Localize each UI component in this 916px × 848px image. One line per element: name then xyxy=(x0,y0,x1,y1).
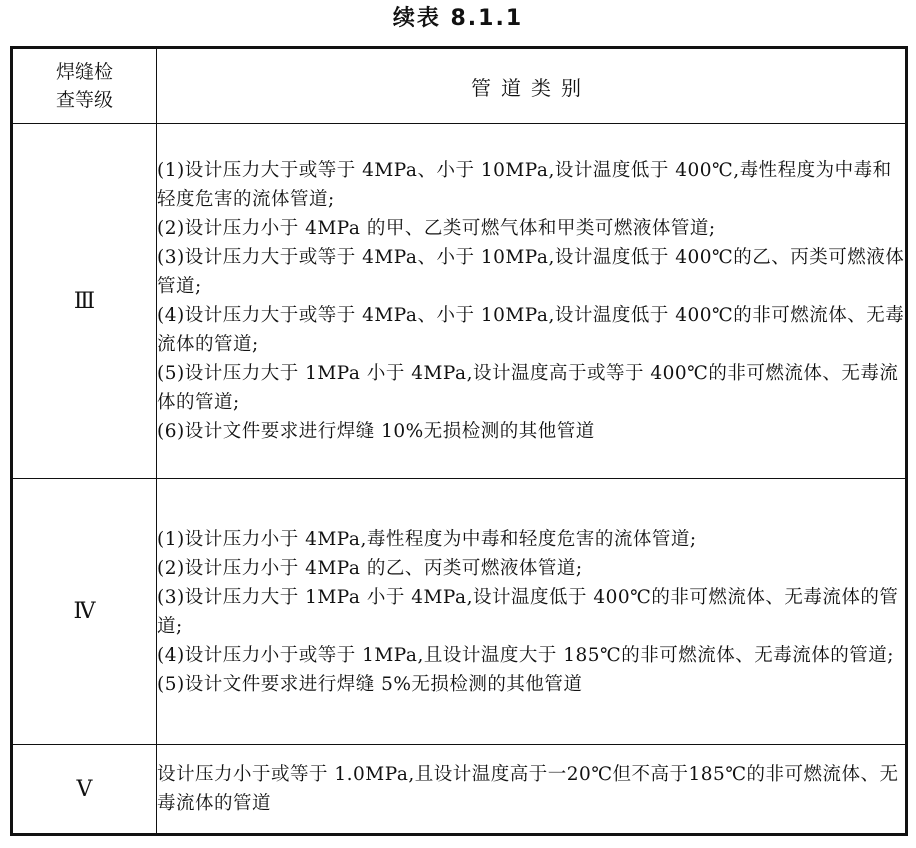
category-item: (5)设计压力大于 1MPa 小于 4MPa,设计温度高于或等于 400℃的非可燃流体、无毒流体的管道; xyxy=(157,363,899,413)
category-item: 设计压力小于或等于 1.0MPa,且设计温度高于一20℃但不高于185℃的非可燃流体、无毒流体的管道 xyxy=(157,764,899,814)
table-row-grade-3 xyxy=(12,124,907,479)
category-item: (4)设计压力大于或等于 4MPa、小于 10MPa,设计温度低于 400℃的非可燃流体、无毒流体的管道; xyxy=(157,305,905,355)
category-item: (2)设计压力小于 4MPa 的甲、乙类可燃气体和甲类可燃液体管道; xyxy=(157,218,716,239)
grade-cell: Ⅲ xyxy=(12,124,157,479)
category-cell xyxy=(157,479,907,745)
category-item: (1)设计压力大于或等于 4MPa、小于 10MPa,设计温度低于 400℃,毒性程度为中毒和轻度危害的流体管道; xyxy=(157,160,892,210)
category-item: (2)设计压力小于 4MPa 的乙、丙类可燃液体管道; xyxy=(157,557,583,579)
table-row-grade-5 xyxy=(12,745,907,835)
category-item: (4)设计压力小于或等于 1MPa,且设计温度大于 185℃的非可燃流体、无毒流体的管道; xyxy=(157,644,894,666)
pipeline-inspection-table xyxy=(10,46,908,836)
table-title: 续表 8.1.1 xyxy=(392,6,524,31)
header-weld-inspection-grade xyxy=(12,48,157,124)
grade-cell: Ⅴ xyxy=(12,745,157,835)
category-item: (1)设计压力小于 4MPa,毒性程度为中毒和轻度危害的流体管道; xyxy=(157,528,697,550)
category-item: (3)设计压力大于 1MPa 小于 4MPa,设计温度低于 400℃的非可燃流体、无毒流体的管道; xyxy=(157,586,899,637)
table-header-row xyxy=(12,48,907,124)
category-item: (6)设计文件要求进行焊缝 10%无损检测的其他管道 xyxy=(157,421,595,442)
header-grade-line-1: 焊缝检 xyxy=(55,61,113,83)
grade-cell: Ⅳ xyxy=(12,479,157,745)
header-grade-line-2: 查等级 xyxy=(55,89,113,111)
header-pipeline-category: 管道类别 xyxy=(157,48,907,124)
category-cell xyxy=(157,124,907,479)
category-item: (5)设计文件要求进行焊缝 5%无损检测的其他管道 xyxy=(157,673,583,695)
category-item: (3)设计压力大于或等于 4MPa、小于 10MPa,设计温度低于 400℃的乙、丙类可燃液体管道; xyxy=(157,247,905,297)
category-cell xyxy=(157,745,907,835)
table-row-grade-4 xyxy=(12,479,907,745)
